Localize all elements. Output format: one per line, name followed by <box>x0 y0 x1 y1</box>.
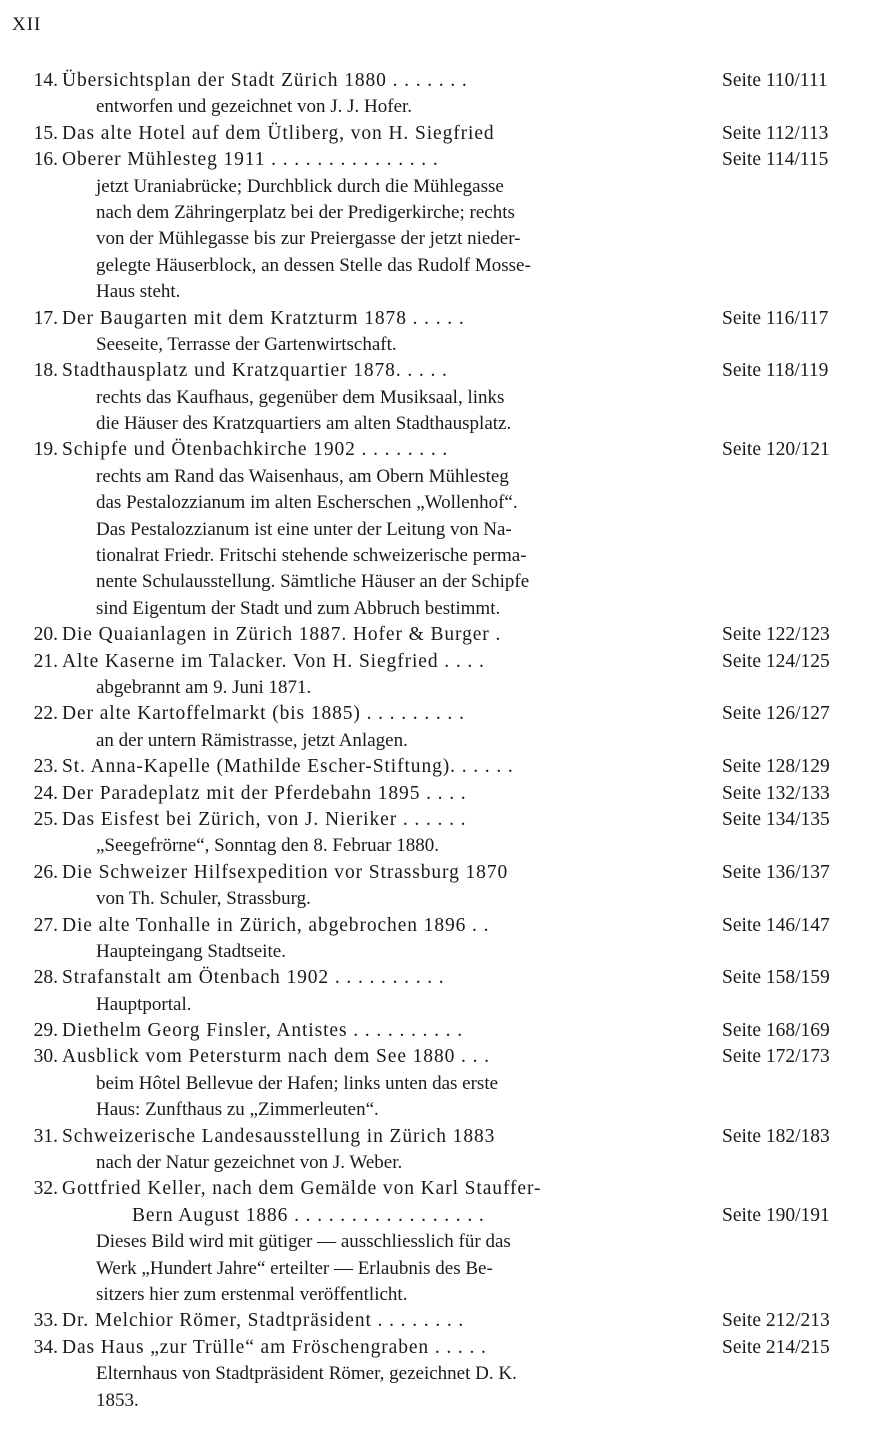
entry-title: Schipfe und Ötenbachkirche 1902 . . . . . . . . <box>62 439 449 461</box>
index-entry <box>14 701 866 754</box>
entry-title: Ausblick vom Petersturm nach dem See 1880 . . . <box>62 1046 490 1068</box>
entry-title-line <box>14 622 866 648</box>
index-entry <box>14 622 866 648</box>
entry-page-reference: Seite 190/191 <box>722 1204 830 1226</box>
entry-page-reference: Seite 112/113 <box>722 122 829 144</box>
entry-title: Die Schweizer Hilfsexpedition vor Strassburg 1870 <box>62 861 509 883</box>
entry-title-line <box>14 68 866 94</box>
entry-number: 18. <box>33 360 58 382</box>
entry-page-reference: Seite 116/117 <box>722 307 829 329</box>
entry-title-line <box>14 437 866 463</box>
entry-title-continuation: Bern August 1886 . . . . . . . . . . . . . . . . . <box>132 1204 485 1226</box>
entry-description-line: tionalrat Friedr. Fritschi stehende schweizerische perma- <box>96 545 527 567</box>
entry-title: Dr. Melchior Römer, Stadtpräsident . . . . . . . . <box>62 1310 465 1332</box>
entry-description-line: Dieses Bild wird mit gütiger — ausschliesslich für das <box>96 1231 511 1253</box>
entry-page-reference: Seite 132/133 <box>722 782 830 804</box>
entry-description-line: die Häuser des Kratzquartiers am alten Stadthausplatz. <box>96 413 512 435</box>
index-entry <box>14 1308 866 1334</box>
entry-title: Diethelm Georg Finsler, Antistes . . . . . . . . . . <box>62 1020 463 1042</box>
entry-number: 33. <box>33 1310 58 1332</box>
index-entry <box>14 1044 866 1123</box>
entry-page-reference: Seite 136/137 <box>722 861 830 883</box>
entry-description-line: sind Eigentum der Stadt und zum Abbruch bestimmt. <box>96 597 501 619</box>
entry-description-line: Haupteingang Stadtseite. <box>96 940 286 962</box>
index-entry <box>14 437 866 622</box>
page-number: XII <box>12 14 42 35</box>
entry-page-reference: Seite 114/115 <box>722 149 829 171</box>
entry-title-line <box>14 1018 866 1044</box>
entry-page-reference: Seite 110/111 <box>722 70 828 91</box>
entry-title-line <box>14 147 866 173</box>
entry-title-line <box>14 965 866 991</box>
entry-title: Der Baugarten mit dem Kratzturm 1878 . . . . . <box>62 307 465 329</box>
entry-title-line <box>14 306 866 332</box>
entry-description-line: rechts am Rand das Waisenhaus, am Obern Mühlesteg <box>96 465 509 487</box>
entry-number: 34. <box>33 1336 58 1358</box>
entry-page-reference: Seite 158/159 <box>722 967 830 989</box>
entry-page-reference: Seite 124/125 <box>722 650 830 672</box>
entry-number: 14. <box>33 70 58 91</box>
entry-number: 29. <box>33 1020 58 1042</box>
entry-description-line: rechts das Kaufhaus, gegenüber dem Musiksaal, links <box>96 386 505 408</box>
entry-title-line <box>14 754 866 780</box>
entry-title-line <box>14 913 866 939</box>
entry-page-reference: Seite 118/119 <box>722 360 829 382</box>
entry-number: 31. <box>33 1125 58 1147</box>
entry-page-reference: Seite 120/121 <box>722 439 830 461</box>
entry-title-line <box>14 1308 866 1334</box>
index-entry <box>14 68 866 121</box>
entry-number: 21. <box>33 650 58 672</box>
index-entry <box>14 807 866 860</box>
entry-description-line: sitzers hier zum erstenmal veröffentlicht. <box>96 1283 408 1305</box>
entry-title: Übersichtsplan der Stadt Zürich 1880 . . . . . . . <box>62 70 468 91</box>
entry-description-line: Das Pestalozzianum ist eine unter der Leitung von Na- <box>96 518 512 540</box>
entry-description-line: gelegte Häuserblock, an dessen Stelle das Rudolf Mosse- <box>96 254 531 276</box>
entry-description-line: Werk „Hundert Jahre“ erteilter — Erlaubnis des Be- <box>96 1257 493 1279</box>
entry-title: Oberer Mühlesteg 1911 . . . . . . . . . . . . . . . <box>62 149 439 171</box>
index-entry <box>14 781 866 807</box>
entry-title: Das Haus „zur Trülle“ am Fröschengraben . . . . . <box>62 1336 487 1358</box>
entry-description-line: Seeseite, Terrasse der Gartenwirtschaft. <box>96 333 397 355</box>
entry-page-reference: Seite 172/173 <box>722 1046 830 1068</box>
entry-title: Strafanstalt am Ötenbach 1902 . . . . . . . . . . <box>62 967 445 989</box>
entry-description-line: beim Hôtel Bellevue der Hafen; links unten das erste <box>96 1072 499 1094</box>
entry-title-line <box>14 1176 866 1202</box>
entry-number: 23. <box>33 756 58 778</box>
entry-page-reference: Seite 182/183 <box>722 1125 830 1147</box>
entry-description-line: „Seegefrörne“, Sonntag den 8. Februar 1880. <box>96 835 439 857</box>
entry-title: Schweizerische Landesausstellung in Zürich 1883 <box>62 1125 496 1147</box>
entry-number: 25. <box>33 808 58 830</box>
entry-page-reference: Seite 122/123 <box>722 624 830 646</box>
entry-title-line <box>14 121 866 147</box>
entry-title: Das alte Hotel auf dem Ütliberg, von H. Siegfried <box>62 122 495 144</box>
index-entry <box>14 1018 866 1044</box>
entry-page-reference: Seite 126/127 <box>722 703 830 725</box>
index-entry <box>14 1335 866 1414</box>
entry-number: 17. <box>33 307 58 329</box>
entry-title: Das Eisfest bei Zürich, von J. Nieriker . . . . . . <box>62 808 467 830</box>
entry-page-reference: Seite 146/147 <box>722 914 830 936</box>
entry-title-line <box>14 1044 866 1070</box>
entry-description-line: von der Mühlegasse bis zur Preiergasse der jetzt nieder- <box>96 228 521 250</box>
entry-page-reference: Seite 128/129 <box>722 756 830 778</box>
entry-number: 15. <box>33 122 58 144</box>
entry-title: St. Anna-Kapelle (Mathilde Escher-Stiftung). . . . . . <box>62 756 514 778</box>
entry-description-line: jetzt Uraniabrücke; Durchblick durch die Mühlegasse <box>96 175 504 197</box>
entry-description-line: an der untern Rämistrasse, jetzt Anlagen. <box>96 729 408 751</box>
entry-description-line: Hauptportal. <box>96 993 192 1015</box>
entry-description-line: entworfen und gezeichnet von J. J. Hofer. <box>96 96 413 118</box>
entry-title: Der alte Kartoffelmarkt (bis 1885) . . . . . . . . . <box>62 703 465 725</box>
entry-title: Stadthausplatz und Kratzquartier 1878. . . . . <box>62 360 448 382</box>
index-entry <box>14 965 866 1018</box>
index-entry <box>14 754 866 780</box>
entry-title-line <box>14 807 866 833</box>
entry-title: Die alte Tonhalle in Zürich, abgebrochen 1896 . . <box>62 914 490 936</box>
entry-number: 30. <box>33 1046 58 1068</box>
entry-description-line: das Pestalozzianum im alten Escherschen „Wollenhof“. <box>96 492 518 514</box>
index-entry <box>14 1124 866 1177</box>
index-entry <box>14 913 866 966</box>
entry-number: 26. <box>33 861 58 883</box>
entry-title-line <box>14 649 866 675</box>
entry-description-line: von Th. Schuler, Strassburg. <box>96 888 311 910</box>
index-entry <box>14 306 866 359</box>
entry-number: 19. <box>33 439 58 461</box>
entry-description-line: 1853. <box>96 1389 139 1411</box>
index-entry <box>14 649 866 702</box>
entry-title: Die Quaianlagen in Zürich 1887. Hofer & Burger . <box>62 624 502 646</box>
entry-number: 27. <box>33 914 58 936</box>
entry-number: 24. <box>33 782 58 804</box>
entry-title-line <box>14 860 866 886</box>
entry-description-line: nach dem Zähringerplatz bei der Predigerkirche; rechts <box>96 201 515 223</box>
entry-description-line: nente Schulausstellung. Sämtliche Häuser an der Schipfe <box>96 571 530 593</box>
index-entry <box>14 860 866 913</box>
entry-title-line <box>14 1203 866 1229</box>
entry-title-line <box>14 358 866 384</box>
entry-page-reference: Seite 214/215 <box>722 1336 830 1358</box>
entry-description-line: nach der Natur gezeichnet von J. Weber. <box>96 1152 403 1174</box>
index-entry <box>14 147 866 305</box>
entry-number: 20. <box>33 624 58 646</box>
entry-number: 28. <box>33 967 58 989</box>
entry-number: 32. <box>33 1178 58 1200</box>
entry-page-reference: Seite 134/135 <box>722 808 830 830</box>
entry-title: Der Paradeplatz mit der Pferdebahn 1895 . . . . <box>62 782 467 804</box>
entry-description-line: abgebrannt am 9. Juni 1871. <box>96 676 312 698</box>
entry-number: 16. <box>33 149 58 171</box>
entry-description-line: Haus: Zunfthaus zu „Zimmerleuten“. <box>96 1099 379 1121</box>
entry-page-reference: Seite 212/213 <box>722 1310 830 1332</box>
entry-title: Alte Kaserne im Talacker. Von H. Siegfried . . . . <box>62 650 485 672</box>
entry-description-line: Haus steht. <box>96 281 181 303</box>
entry-title-line <box>14 701 866 727</box>
entry-title-line <box>14 781 866 807</box>
entry-title-line <box>14 1124 866 1150</box>
illustration-index <box>14 68 866 1414</box>
entry-title: Gottfried Keller, nach dem Gemälde von Karl Stauffer- <box>62 1178 542 1200</box>
entry-description-line: Elternhaus von Stadtpräsident Römer, gezeichnet D. K. <box>96 1363 517 1385</box>
entry-title-line <box>14 1335 866 1361</box>
entry-page-reference: Seite 168/169 <box>722 1020 830 1042</box>
index-entry <box>14 358 866 437</box>
index-entry <box>14 1176 866 1308</box>
index-entry <box>14 121 866 147</box>
entry-number: 22. <box>33 703 58 725</box>
